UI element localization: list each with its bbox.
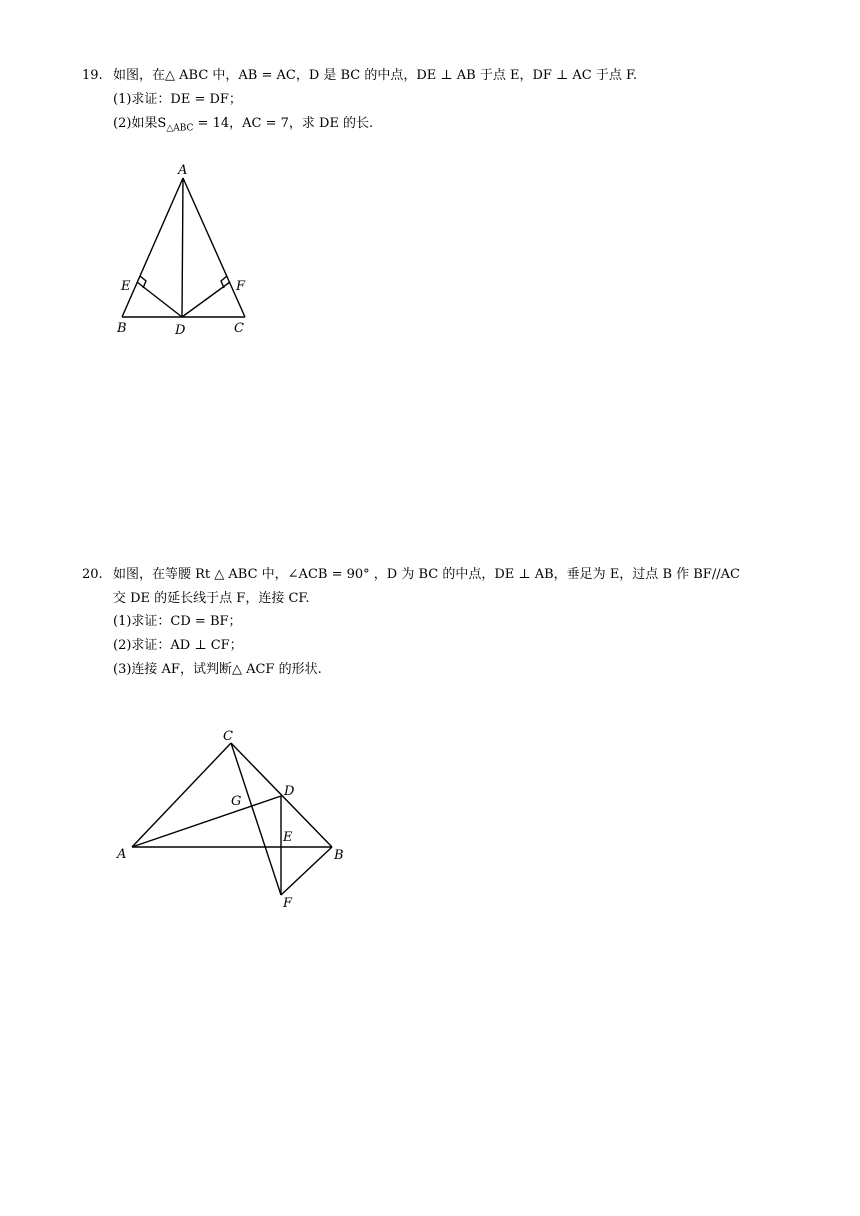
point-label-a: A bbox=[178, 163, 188, 178]
segment-df bbox=[182, 282, 230, 317]
point-label-b: B bbox=[117, 321, 127, 336]
segment-bf bbox=[281, 847, 332, 895]
point-label-f: F bbox=[283, 896, 293, 911]
point-label-e: E bbox=[121, 279, 131, 294]
problem-20-stem-line1: 如图，在等腰 Rt △ ABC 中，∠ACB = 90° ，D 为 BC 的中点，DE ⊥ AB，垂足为 E，过点 B 作 BF//AC bbox=[113, 567, 740, 582]
problem-20-part2: (2)求证：AD ⊥ CF； bbox=[113, 638, 243, 653]
point-label-b: B bbox=[334, 848, 344, 863]
segment-ad bbox=[132, 796, 281, 847]
point-label-e: E bbox=[283, 830, 293, 845]
problem-19-part1: (1)求证：DE = DF； bbox=[113, 92, 242, 107]
problem-20-part3: (3)连接 AF，试判断△ ACF 的形状. bbox=[113, 662, 322, 677]
problem-19-number: 19. bbox=[82, 68, 103, 83]
point-label-d: D bbox=[284, 784, 295, 799]
point-label-d: D bbox=[175, 323, 186, 338]
problem-20-part1: (1)求证：CD = BF； bbox=[113, 614, 242, 629]
segment-ac bbox=[132, 743, 231, 847]
problem-19-stem: 如图，在△ ABC 中，AB = AC，D 是 BC 的中点，DE ⊥ AB 于点 E，DF ⊥ AC 于点 F. bbox=[113, 68, 638, 83]
segment-cf bbox=[231, 743, 281, 895]
problem-20-figure bbox=[100, 720, 360, 920]
point-label-f: F bbox=[236, 279, 246, 294]
point-label-c: C bbox=[234, 321, 244, 336]
problem-19-part2-sub: △ABC bbox=[166, 123, 194, 134]
point-label-c: C bbox=[223, 729, 233, 744]
problem-20-number: 20. bbox=[82, 567, 103, 582]
segment-ab bbox=[122, 178, 183, 317]
problem-19-part2-prefix: (2)如果S bbox=[113, 116, 167, 131]
point-label-g: G bbox=[231, 794, 242, 809]
problem-20-stem-line2: 交 DE 的延长线于点 F，连接 CF. bbox=[113, 591, 310, 606]
problem-19-part2 bbox=[113, 116, 373, 137]
segment-ac bbox=[183, 178, 245, 317]
problem-19-part2-suffix: = 14，AC = 7，求 DE 的长. bbox=[193, 116, 374, 131]
segment-ad bbox=[182, 178, 183, 317]
problem-19-figure bbox=[100, 155, 270, 345]
point-label-a: A bbox=[117, 847, 127, 862]
